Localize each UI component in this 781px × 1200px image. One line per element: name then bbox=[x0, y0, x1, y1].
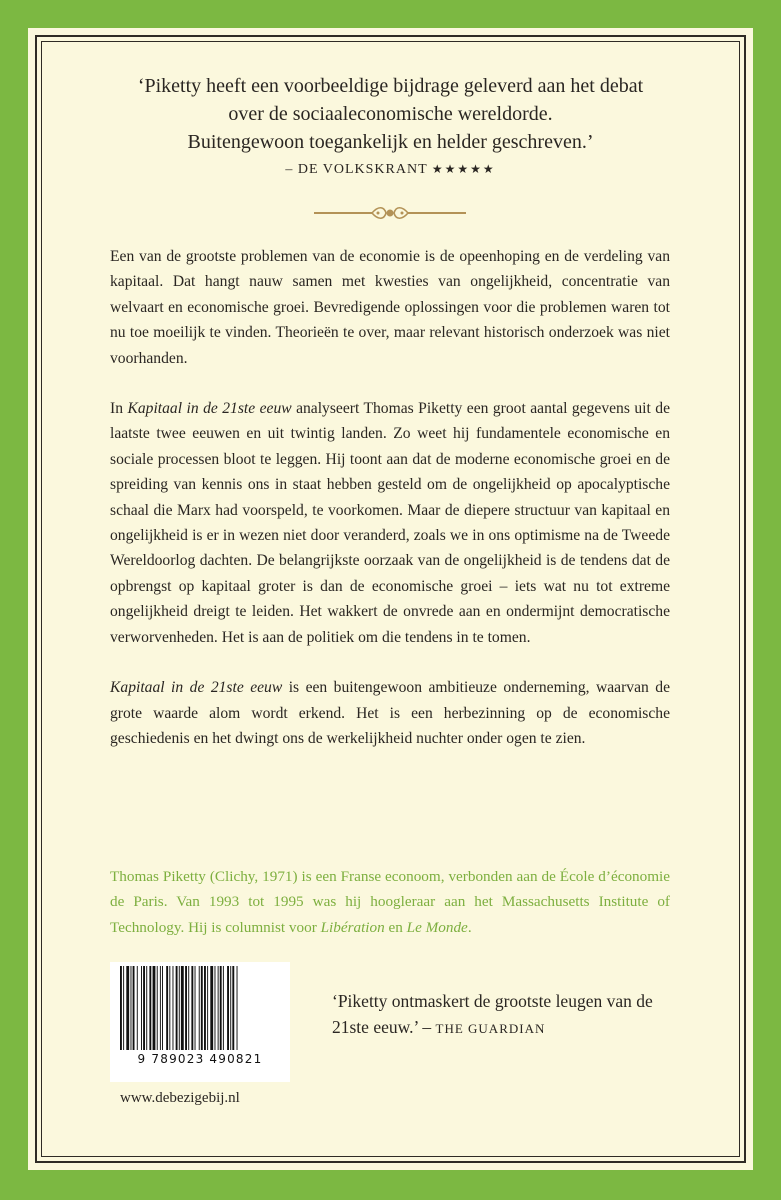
publisher-website: www.debezigebij.nl bbox=[120, 1090, 240, 1106]
blurb-paragraph-2 bbox=[110, 396, 670, 650]
book-title-italic: Kapitaal in de 21ste eeuw bbox=[110, 679, 283, 697]
book-title-italic: Kapitaal in de 21ste eeuw bbox=[127, 400, 292, 418]
p2-text: analyseert Thomas Piketty een groot aantal gegevens uit de laatste twee eeuwen en uit twintig landen. Zo weet hij fundamentele economische en sociale processen bloot te leggen. Hij toont aan dat de moderne economische groei en de spreiding van kennis ons in staat hebben gesteld om de ongelijkheid op apocalyptische schaal die Marx had voorspeld, te voorkomen. Maar de diepere structuur van kapitaal en ongelijkheid is er in wezen niet door veranderd, zoals we in ons optimisme na de Tweede Wereldoorlog dachten. De belangrijkste oorzaak van de ongelijkheid is de tendens dat de opbrengst op kapitaal groter is dan de economische groei – iets wat nu tot extreme ongelijkheid dreigt te leiden. Het wakkert de onvrede aan en ondermijnt democratische verworvenheden. Het is aan de politiek om die tendens in te tomen. bbox=[110, 400, 671, 646]
p3-text: is een buitengewoon ambitieuze onderneming, waarvan de grote waarde alom wordt erkend. Het is een herbezinning op de economische geschiedenis en het dwingt ons de werkelijkheid nuchter onder ogen te zien. bbox=[110, 679, 670, 747]
blurb-paragraph-1: Een van de grootste problemen van de economie is de opeenhoping en de verdeling van kapitaal. Dat hangt nauw samen met kwesties van ongelijkheid, concentratie van welvaart en economische groei. Bevredigende oplossingen voor die problemen waren tot nu toe moeilijk te vinden. Theorieën te over, maar relevant historisch onderzoek was niet voorhanden. bbox=[110, 248, 670, 367]
barcode bbox=[110, 962, 290, 1082]
cream-panel bbox=[28, 28, 753, 1170]
p2-prefix: In bbox=[110, 400, 128, 418]
blurb-paragraph-3 bbox=[110, 675, 670, 751]
top-review-quote bbox=[68, 72, 713, 181]
author-bio bbox=[110, 864, 670, 940]
bio-paper-1: Libération bbox=[320, 918, 385, 936]
isbn-number: 9 789023 490821 bbox=[137, 1052, 263, 1066]
bio-end: . bbox=[467, 918, 472, 936]
rating-stars-icon: ★★★★★ bbox=[431, 162, 496, 176]
bio-and: en bbox=[384, 918, 407, 936]
quote-line-2: over de sociaaleconomische wereldorde. bbox=[228, 103, 553, 125]
quote-attribution bbox=[68, 158, 713, 181]
attribution-source: – DE VOLKSKRANT bbox=[285, 162, 428, 177]
quote-line-3: Buitengewoon toegankelijk en helder geschreven.’ bbox=[187, 131, 594, 153]
bottom-quote-source: THE GUARDIAN bbox=[435, 1021, 546, 1036]
bio-text: Thomas Piketty (Clichy, 1971) is een Franse econoom, verbonden aan de École d’économie de Paris. Van 1993 tot 1995 was hij hoogleraar aan het Massachusetts Institute of Technology. Hij is columnist voor bbox=[110, 868, 670, 936]
bottom-review-quote bbox=[332, 988, 692, 1042]
ornament-divider-icon bbox=[312, 203, 468, 223]
barcode-icon bbox=[118, 966, 282, 1052]
quote-line-1: ‘Piketty heeft een voorbeeldige bijdrage geleverd aan het debat bbox=[137, 75, 644, 97]
bottom-quote-text: ‘Piketty ontmaskert de grootste leugen van de 21ste eeuw.’ – bbox=[332, 991, 653, 1037]
bio-paper-2: Le Monde bbox=[406, 918, 468, 936]
blurb-text bbox=[110, 244, 670, 776]
